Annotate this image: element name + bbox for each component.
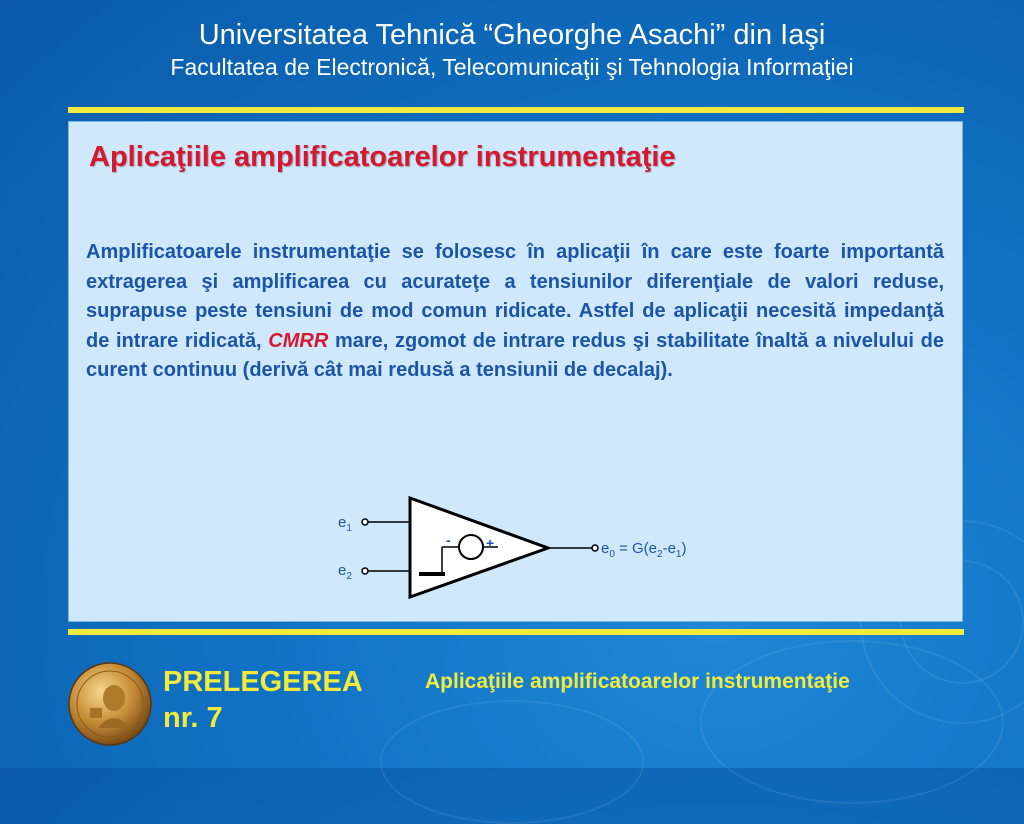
- output-sub0: 0: [609, 549, 615, 560]
- lecture-title-label: PRELEGEREA: [163, 666, 363, 698]
- output-close: ): [681, 540, 687, 557]
- paragraph-text-start: Amplificatoarele instrumentaţie se folosesc în aplicaţii în care este foarte importantă extragerea şi amplificarea cu acurateţe a tensiunilor diferenţiale de valori reduse, suprapuse peste tensiuni de mod comun ridicate. Astfel de aplicaţii necesită impedanţă de intrare ridicată,: [86, 241, 944, 352]
- bottom-divider: [68, 629, 964, 635]
- output-terminal: [592, 545, 598, 551]
- input1-subscript: 1: [346, 523, 352, 534]
- background-ripple: [700, 640, 1004, 804]
- instrumentation-amplifier-diagram: [330, 490, 750, 610]
- input2-subscript: 2: [346, 571, 352, 582]
- output-sub2: 2: [657, 549, 663, 560]
- input2-letter: e: [338, 562, 347, 579]
- output-eq: = G(e: [614, 540, 658, 557]
- input2-terminal: [362, 568, 368, 574]
- input1-label: [338, 514, 352, 534]
- minus-sign: -: [446, 532, 451, 548]
- faculty-name: Facultatea de Electronică, Telecomunicaţii şi Tehnologia Informaţiei: [170, 54, 854, 80]
- lecture-label: [163, 664, 363, 736]
- output-label: [601, 540, 686, 560]
- university-medal-logo: [68, 662, 152, 746]
- input1-terminal: [362, 519, 368, 525]
- amplifier-triangle: [410, 498, 548, 597]
- output-e: e: [601, 540, 610, 557]
- university-name: Universitatea Tehnică “Gheorghe Asachi” din Iaşi: [198, 19, 826, 51]
- footer-lecture-topic: Aplicaţiile amplificatoarelor instrumentaţie: [425, 670, 850, 693]
- lecture-number: nr. 7: [163, 702, 223, 734]
- top-divider: [68, 107, 964, 113]
- paragraph-text-end: mare, zgomot de intrare redus şi stabilitate înaltă a nivelului de curent continuu (derivă cât mai redusă a tensiunii de decalaj).: [86, 329, 944, 381]
- output-sub1: 1: [675, 549, 682, 560]
- input1-letter: e: [338, 514, 347, 531]
- input2-label: [338, 562, 352, 582]
- background-ripple: [380, 700, 644, 824]
- header: [0, 18, 1024, 82]
- cmrr-highlight: CMRR: [268, 329, 329, 352]
- output-dash: -e: [662, 540, 676, 557]
- slide-paragraph: [86, 238, 944, 386]
- slide-title: Aplicaţiile amplificatoarelor instrumentaţie: [89, 141, 676, 173]
- plus-sign: +: [486, 535, 495, 551]
